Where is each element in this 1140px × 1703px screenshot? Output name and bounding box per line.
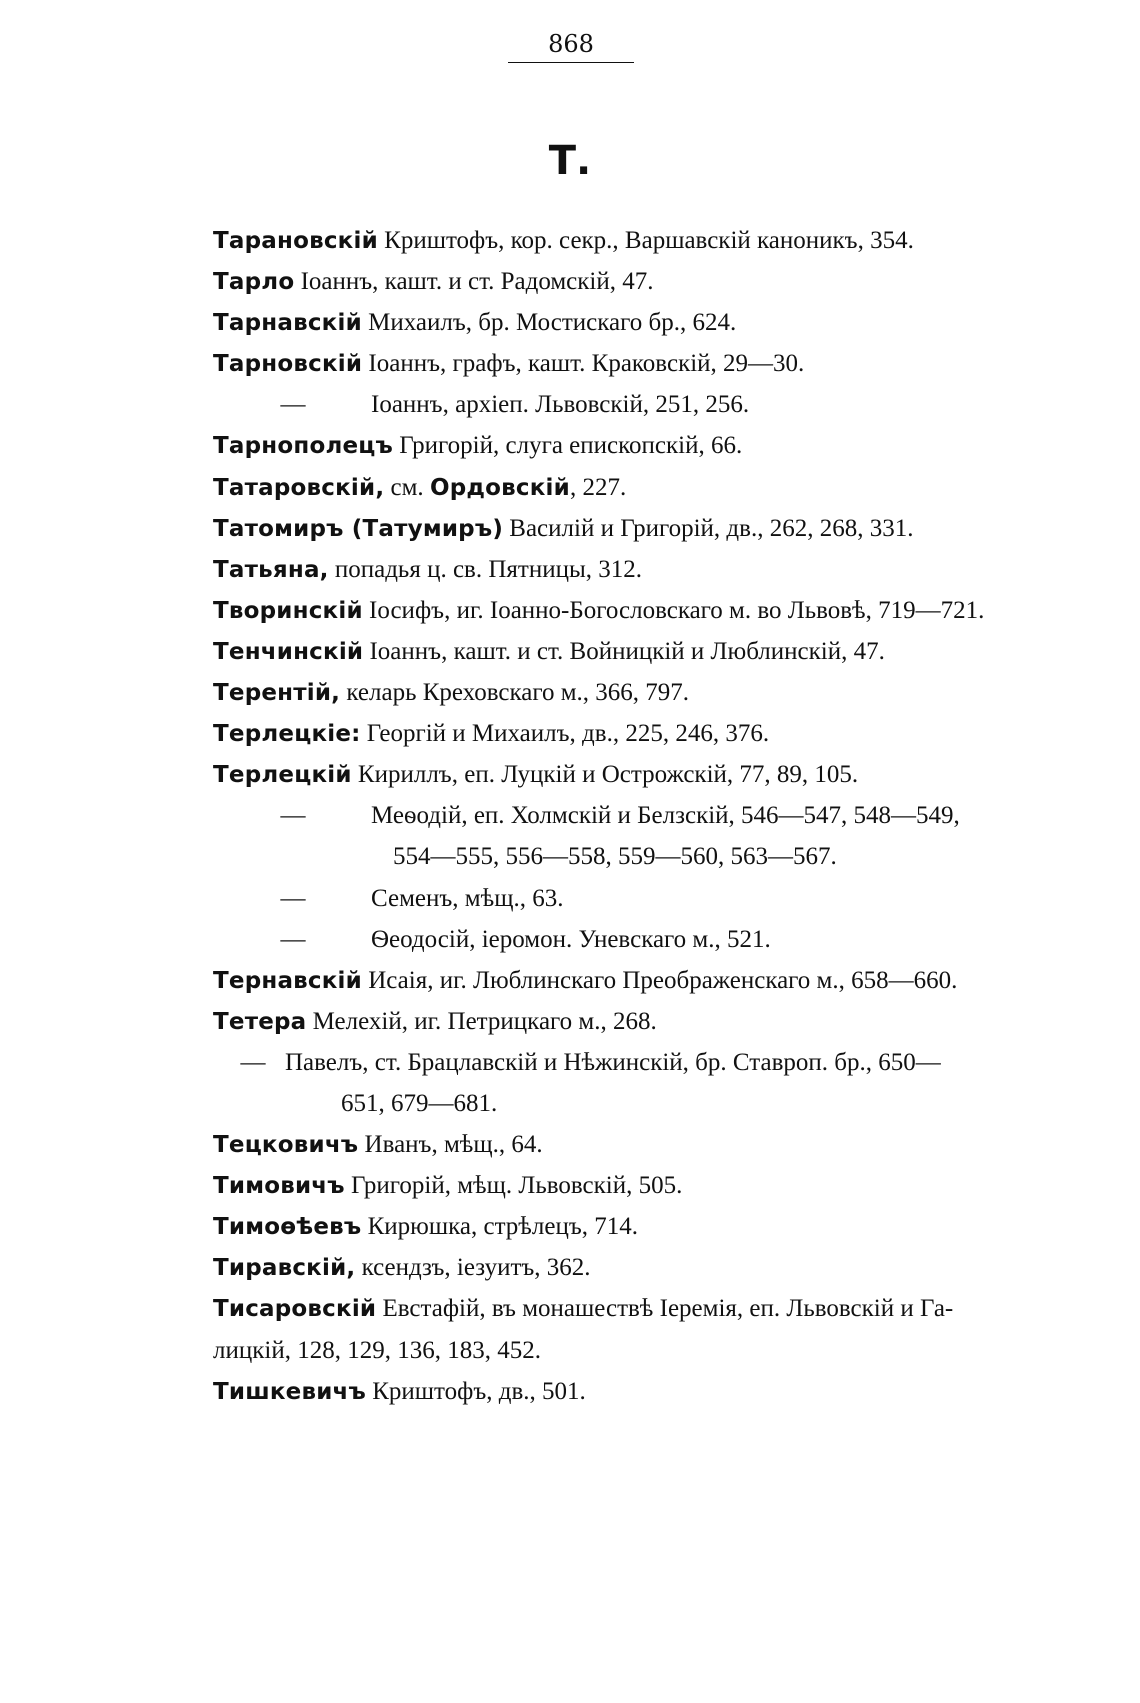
index-entry bbox=[213, 960, 1033, 1001]
index-entry bbox=[213, 220, 1033, 261]
entry-continuation-text: 651, 679—681. bbox=[341, 1089, 498, 1117]
index-entry bbox=[213, 1371, 1033, 1412]
entry-text: келарь Креховскаго м., 366, 797. bbox=[340, 679, 690, 707]
ditto-dash: — bbox=[240, 1048, 266, 1076]
index-subentry bbox=[213, 384, 1033, 425]
entry-continuation-text: 554—555, 556—558, 559—560, 563—567. bbox=[393, 843, 837, 871]
index-entry bbox=[213, 343, 1033, 384]
entry-surname: Тарановскій bbox=[213, 228, 378, 254]
index-entries bbox=[213, 220, 1033, 1412]
index-continuation bbox=[213, 1083, 1033, 1124]
entry-surname: Тетера bbox=[213, 1008, 307, 1035]
entry-surname: Тимовичъ bbox=[213, 1173, 345, 1200]
entry-surname: Тишкевичъ bbox=[213, 1378, 366, 1405]
index-continuation bbox=[213, 836, 1033, 877]
entry-text: Криштофъ, дв., 501. bbox=[366, 1377, 586, 1405]
index-entry bbox=[213, 1247, 1033, 1288]
ditto-dash: — bbox=[280, 925, 306, 953]
entry-text: Григорій, мѣщ. Львовскій, 505. bbox=[344, 1172, 683, 1200]
entry-see-text: см. bbox=[384, 473, 430, 501]
entry-text: ксендзъ, іезуитъ, 362. bbox=[355, 1254, 591, 1282]
entry-text: Іоаннъ, графъ, кашт. Краковскій, 29—30. bbox=[362, 350, 805, 378]
index-entry bbox=[213, 1288, 1033, 1329]
index-entry bbox=[213, 590, 1033, 631]
entry-text: Иванъ, мѣщ., 64. bbox=[358, 1131, 543, 1159]
index-entry bbox=[213, 467, 1033, 508]
entry-continuation-text: лицкій, 128, 129, 136, 183, 452. bbox=[213, 1336, 541, 1364]
entry-surname: Творинскій bbox=[213, 597, 363, 624]
ditto-dash: — bbox=[280, 802, 306, 830]
entry-surname: Тарнавскій bbox=[213, 310, 362, 337]
entry-text: Евстафій, въ монашествѣ Іеремія, еп. Львовскій и Га- bbox=[376, 1295, 954, 1323]
index-continuation bbox=[213, 1330, 1033, 1371]
entry-surname: Тисаровскій bbox=[213, 1296, 377, 1323]
entry-text: Семенъ, мѣщ., 63. bbox=[371, 884, 564, 912]
entry-text: Іосифъ, иг. Іоанно-Богословскаго м. во Львовѣ, 719—721. bbox=[362, 596, 985, 624]
entry-text: Меѳодій, еп. Холмскій и Белзскій, 546—547, 548—549, bbox=[371, 802, 960, 830]
entry-text: Исаія, иг. Люблинскаго Преображенскаго м., 658—660. bbox=[361, 966, 958, 994]
ditto-dash: — bbox=[280, 391, 306, 419]
entry-text: Кирюшка, стрѣлецъ, 714. bbox=[361, 1213, 638, 1241]
index-entry bbox=[213, 713, 1033, 754]
entry-surname: Тиравскій, bbox=[213, 1255, 356, 1282]
entry-text: Михаилъ, бр. Мостискаго бр., 624. bbox=[361, 309, 737, 337]
entry-surname: Татомиръ (Татумиръ) bbox=[213, 515, 504, 542]
entry-surname: Тернавскій bbox=[213, 967, 362, 994]
index-entry bbox=[213, 754, 1033, 795]
page-number: 868 bbox=[0, 30, 1140, 63]
index-entry bbox=[213, 1165, 1033, 1206]
index-entry bbox=[213, 1124, 1033, 1165]
entry-surname: Татаровскій, bbox=[213, 474, 385, 501]
entry-text: Георгій и Михаилъ, дв., 225, 246, 376. bbox=[360, 720, 770, 748]
entry-text: Кириллъ, еп. Луцкій и Острожскій, 77, 89, 105. bbox=[351, 761, 859, 789]
entry-surname: Терлецкіе: bbox=[213, 721, 361, 748]
index-entry bbox=[213, 1206, 1033, 1247]
index-subentry bbox=[213, 795, 1033, 836]
index-entry bbox=[213, 672, 1033, 713]
index-subentry bbox=[213, 919, 1033, 960]
section-letter: Т. bbox=[548, 138, 592, 184]
ditto-dash: — bbox=[280, 884, 306, 912]
entry-surname: Татьяна, bbox=[213, 556, 329, 583]
entry-cross-reference: Ордовскій bbox=[429, 474, 570, 501]
index-entry bbox=[213, 1001, 1033, 1042]
entry-text: Ѳеодосій, іеромон. Уневскаго м., 521. bbox=[371, 925, 771, 953]
entry-surname: Тецковичъ bbox=[213, 1132, 359, 1159]
entry-text: Криштофъ, кор. секр., Варшавскій каноникъ, 354. bbox=[377, 227, 914, 254]
entry-surname: Тимоѳѣевъ bbox=[213, 1214, 362, 1241]
index-entry bbox=[213, 508, 1033, 549]
index-entry bbox=[213, 261, 1033, 302]
entry-surname: Тарновскій bbox=[213, 351, 363, 378]
index-subentry bbox=[213, 1042, 1033, 1083]
entry-text: Павелъ, ст. Брацлавскій и Нѣжинскій, бр. Ставроп. бр., 650— bbox=[285, 1048, 941, 1076]
index-entry bbox=[213, 631, 1033, 672]
entry-text: попадья ц. св. Пятницы, 312. bbox=[328, 555, 643, 583]
entry-surname: Тарло bbox=[213, 269, 295, 296]
entry-text: , 227. bbox=[569, 473, 627, 501]
index-entry bbox=[213, 549, 1033, 590]
entry-text: Іоаннъ, кашт. и ст. Войницкій и Люблинскій, 47. bbox=[363, 637, 885, 665]
index-subentry bbox=[213, 878, 1033, 919]
entry-surname: Терлецкій bbox=[213, 762, 352, 789]
entry-text: Іоаннъ, кашт. и ст. Радомскій, 47. bbox=[294, 268, 654, 296]
entry-text: Василій и Григорій, дв., 262, 268, 331. bbox=[503, 514, 914, 542]
entry-surname: Терентій, bbox=[213, 680, 341, 707]
entry-text: Мелехій, иг. Петрицкаго м., 268. bbox=[306, 1007, 657, 1035]
index-entry bbox=[213, 302, 1033, 343]
entry-surname: Тенчинскій bbox=[213, 638, 364, 665]
entry-text: Григорій, слуга епископскій, 66. bbox=[393, 432, 743, 460]
entry-surname: Тарнополецъ bbox=[213, 433, 394, 460]
index-entry bbox=[213, 425, 1033, 466]
entry-text: Іоаннъ, архіеп. Львовскій, 251, 256. bbox=[371, 391, 750, 419]
